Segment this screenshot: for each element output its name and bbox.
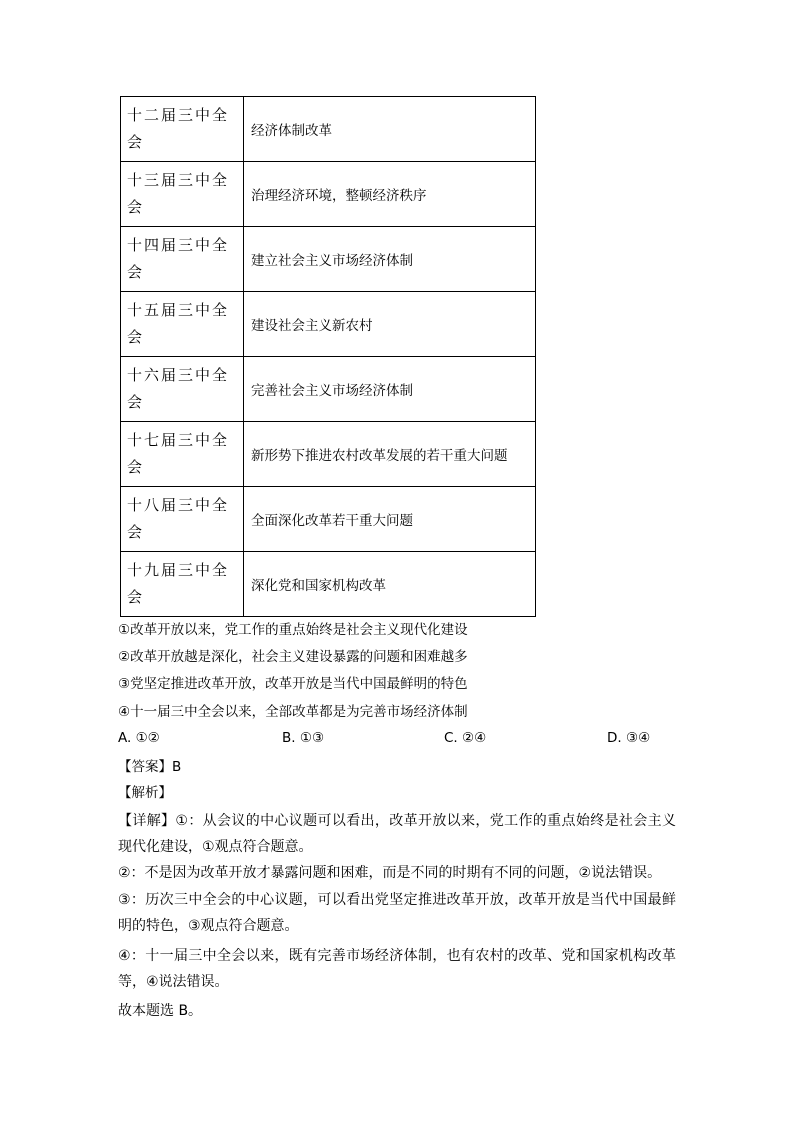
meeting-cell: 十九届三中全会: [121, 552, 244, 617]
meeting-cell: 十五届三中全会: [121, 292, 244, 357]
meeting-cell: 十六届三中全会: [121, 357, 244, 422]
topic-cell: 建设社会主义新农村: [244, 292, 536, 357]
table-row: [121, 227, 536, 292]
conclusion-line: 故本题选 B。: [118, 1003, 203, 1019]
detail-paragraph-1: 【详解】①：从会议的中心议题可以看出，改革开放以来，党工作的重点始终是社会主义现代化建设，①观点符合题意。: [118, 813, 676, 855]
detail-paragraph-4: ④：十一届三中全会以来，既有完善市场经济体制，也有农村的改革、党和国家机构改革等，④说法错误。: [118, 948, 676, 990]
table-row: [121, 357, 536, 422]
answer-line: 【答案】B: [118, 759, 182, 775]
option-c: C. ②④: [444, 730, 487, 746]
topic-cell: 经济体制改革: [244, 97, 536, 162]
detail-paragraph-3: ③：历次三中全会的中心议题，可以看出党坚定推进改革开放，改革开放是当代中国最鲜明的特色，③观点符合题意。: [118, 892, 676, 934]
topic-cell: 深化党和国家机构改革: [244, 552, 536, 617]
table-row: [121, 292, 536, 357]
topic-cell: 完善社会主义市场经济体制: [244, 357, 536, 422]
option-a: A. ①②: [118, 730, 160, 746]
meeting-cell: 十三届三中全会: [121, 162, 244, 227]
analysis-heading: 【解析】: [118, 785, 172, 801]
topic-cell: 建立社会主义市场经济体制: [244, 227, 536, 292]
meeting-cell: 十八届三中全会: [121, 487, 244, 552]
table-row: [121, 162, 536, 227]
option-d: D. ③④: [607, 730, 651, 746]
topic-cell: 新形势下推进农村改革发展的若干重大问题: [244, 422, 536, 487]
table-row: [121, 422, 536, 487]
meeting-cell: 十二届三中全会: [121, 97, 244, 162]
option-b: B. ①③: [282, 730, 325, 746]
table-row: [121, 97, 536, 162]
meeting-cell: 十七届三中全会: [121, 422, 244, 487]
detail-paragraph-2: ②：不是因为改革开放才暴露问题和困难，而是不同的时期有不同的问题，②说法错误。: [118, 865, 662, 881]
statement-1: ①改革开放以来，党工作的重点始终是社会主义现代化建设: [118, 622, 468, 638]
meeting-cell: 十四届三中全会: [121, 227, 244, 292]
table-row: [121, 552, 536, 617]
statement-2: ②改革开放越是深化，社会主义建设暴露的问题和困难越多: [118, 649, 468, 665]
topic-cell: 全面深化改革若干重大问题: [244, 487, 536, 552]
table-row: [121, 487, 536, 552]
statement-4: ④十一届三中全会以来，全部改革都是为完善市场经济体制: [118, 704, 468, 720]
answer-options: [118, 730, 678, 750]
statement-3: ③党坚定推进改革开放，改革开放是当代中国最鲜明的特色: [118, 676, 468, 692]
plenary-sessions-table: [120, 96, 536, 617]
topic-cell: 治理经济环境，整顿经济秩序: [244, 162, 536, 227]
